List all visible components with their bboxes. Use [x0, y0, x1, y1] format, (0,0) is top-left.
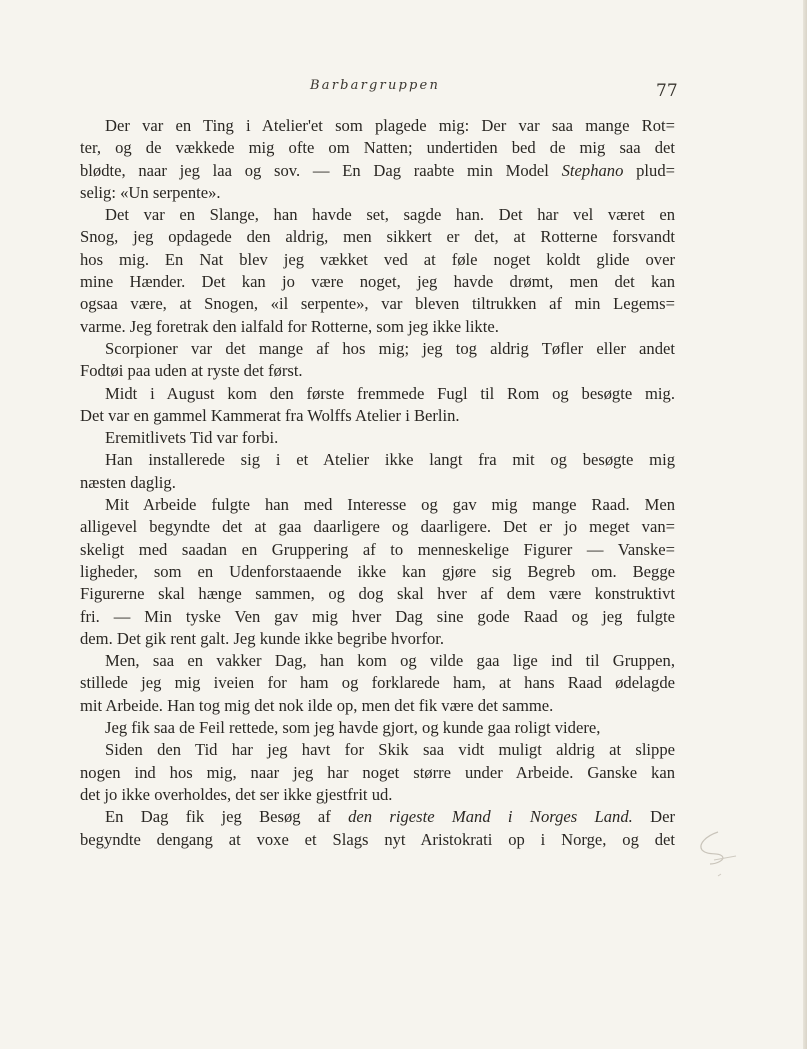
- text-segment: Han installerede sig i et Atelier ikke langt fra mit og besøgte mig: [105, 450, 675, 470]
- text-segment: Fodtøi paa uden at ryste det først.: [80, 361, 303, 381]
- text-segment: ogsaa være, at Snogen, «il serpente», var bleven tiltrukken af min Legems=: [80, 294, 675, 314]
- body-text: [80, 115, 675, 851]
- text-segment: ter, og de vækkede mig ofte om Natten; undertiden bed de mig saa det: [80, 138, 675, 158]
- text-segment: nogen ind hos mig, naar jeg har noget større under Arbeide. Ganske kan: [80, 762, 675, 782]
- text-line: [80, 427, 675, 449]
- text-segment: Det var en gammel Kammerat fra Wolffs Atelier i Berlin.: [80, 405, 460, 425]
- text-segment: selig: «Un serpente».: [80, 182, 221, 202]
- text-segment: skeligt med saadan en Gruppering af to menneskelige Figurer — Vanske=: [80, 539, 675, 559]
- pencil-mark-icon: [692, 826, 742, 882]
- text-line: [80, 472, 675, 494]
- text-line: [80, 160, 675, 182]
- text-segment: Der var en Ting i Atelier'et som plagede mig: Der var saa mange Rot=: [105, 116, 675, 135]
- text-segment: Siden den Tid har jeg havt for Skik saa vidt muligt aldrig at slippe: [105, 740, 675, 760]
- text-segment: Snog, jeg opdagede den aldrig, men sikkert er det, at Rotterne forsvandt: [80, 227, 675, 247]
- text-segment: mit Arbeide. Han tog mig det nok ilde op, men det fik være det samme.: [80, 695, 554, 715]
- text-line: [80, 271, 675, 293]
- text-segment: hos mig. En Nat blev jeg vækket ved at føle noget koldt glide over: [80, 249, 675, 269]
- text-segment: dem. Det gik rent galt. Jeg kunde ikke begribe hvorfor.: [80, 628, 445, 648]
- text-line: [80, 695, 675, 717]
- text-segment: Det var en Slange, han havde set, sagde han. Det har vel været en: [105, 205, 675, 225]
- text-line: [80, 494, 675, 516]
- text-line: [80, 717, 675, 739]
- text-line: [80, 539, 675, 561]
- text-line: [80, 583, 675, 605]
- text-line: [80, 606, 675, 628]
- text-line: [80, 182, 675, 204]
- text-line: [80, 449, 675, 471]
- text-line: [80, 226, 675, 248]
- text-segment: En Dag fik jeg Besøg af: [105, 807, 349, 827]
- page-edge: [803, 0, 807, 1049]
- text-segment: Midt i August kom den første fremmede Fugl til Rom og besøgte mig.: [105, 383, 675, 403]
- text-line: [80, 561, 675, 583]
- page-number: 77: [656, 81, 678, 101]
- text-segment: det jo ikke overholdes, det ser ikke gjestfrit ud.: [80, 784, 393, 804]
- text-line: [80, 137, 675, 159]
- running-head: [0, 78, 807, 100]
- text-segment: Jeg fik saa de Feil rettede, som jeg havde gjort, og kunde gaa roligt videre,: [105, 718, 601, 738]
- text-segment: Scorpioner var det mange af hos mig; jeg tog aldrig Tøfler eller andet: [105, 338, 675, 358]
- text-line: [80, 628, 675, 650]
- text-line: [80, 650, 675, 672]
- text-segment: Eremitlivets Tid var forbi.: [105, 428, 279, 448]
- text-segment: blødte, naar jeg laa og sov. — En Dag raabte min Model: [80, 160, 562, 180]
- italic-text: Stephano: [561, 160, 624, 180]
- text-segment: Der: [632, 807, 675, 827]
- text-line: [80, 316, 675, 338]
- text-line: [80, 383, 675, 405]
- text-line: [80, 405, 675, 427]
- text-line: [80, 115, 675, 137]
- text-segment: Men, saa en vakker Dag, han kom og vilde gaa lige ind til Gruppen,: [105, 651, 675, 671]
- text-line: [80, 672, 675, 694]
- text-line: [80, 829, 675, 851]
- text-line: [80, 806, 675, 828]
- text-line: [80, 739, 675, 761]
- text-line: [80, 360, 675, 382]
- text-line: [80, 784, 675, 806]
- text-segment: plud=: [623, 160, 675, 180]
- text-segment: alligevel begyndte det at gaa daarligere og daarligere. Det er jo meget van=: [80, 517, 675, 537]
- running-title: Barbargruppen: [310, 78, 441, 93]
- text-segment: mine Hænder. Det kan jo være noget, jeg havde drømt, men det kan: [80, 272, 675, 292]
- text-segment: ligheder, som en Udenforstaaende ikke kan gjøre sig Begreb om. Begge: [80, 561, 675, 581]
- text-line: [80, 204, 675, 226]
- text-segment: stillede jeg mig iveien for ham og forklarede ham, at hans Raad ødelagde: [80, 673, 675, 693]
- text-segment: varme. Jeg foretrak den ialfald for Rotterne, som jeg ikke likte.: [80, 316, 499, 336]
- text-segment: næsten daglig.: [80, 472, 176, 492]
- text-segment: Mit Arbeide fulgte han med Interesse og gav mig mange Raad. Men: [105, 495, 675, 515]
- text-line: [80, 762, 675, 784]
- text-line: [80, 249, 675, 271]
- text-line: [80, 338, 675, 360]
- text-segment: fri. — Min tyske Ven gav mig hver Dag sine gode Raad og jeg fulgte: [80, 606, 675, 626]
- text-line: [80, 516, 675, 538]
- italic-text: den rigeste Mand i Norges Land.: [348, 807, 633, 827]
- text-segment: begyndte dengang at voxe et Slags nyt Aristokrati op i Norge, og det: [80, 829, 675, 849]
- text-line: [80, 293, 675, 315]
- text-segment: Figurerne skal hænge sammen, og dog skal hver af dem være konstruktivt: [80, 584, 675, 604]
